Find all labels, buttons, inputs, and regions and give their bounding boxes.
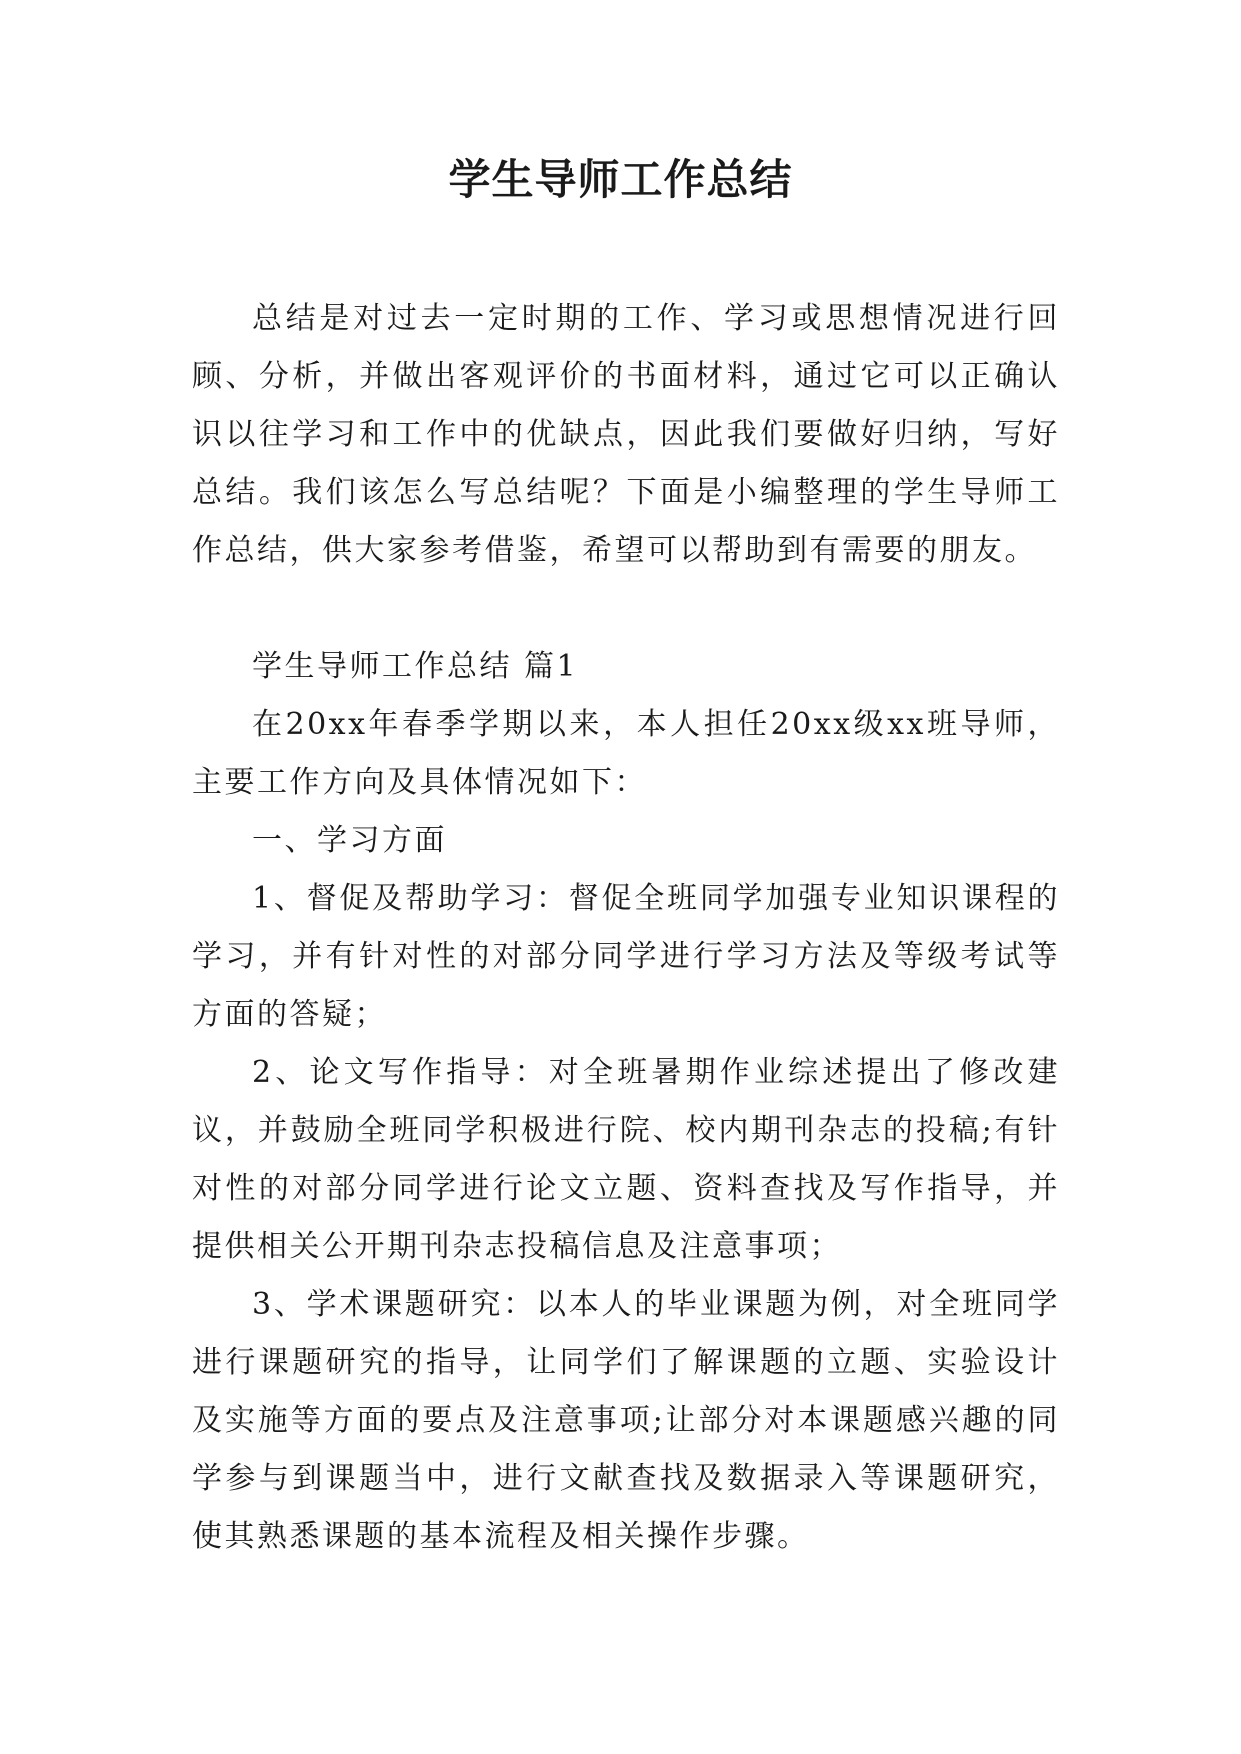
section-heading: 学生导师工作总结 篇1	[252, 649, 579, 684]
paragraph-opening: 在20xx年春季学期以来，本人担任20xx级xx班导师，主要工作方向及具体情况如下：	[192, 707, 1060, 800]
content-section	[192, 638, 1060, 1566]
paragraph-item-1: 1、督促及帮助学习：督促全班同学加强专业知识课程的学习，并有针对性的对部分同学进行学习方法及等级考试等方面的答疑；	[192, 881, 1060, 1032]
paragraph-item-2: 2、论文写作指导：对全班暑期作业综述提出了修改建议，并鼓励全班同学积极进行院、校内期刊杂志的投稿;有针对性的对部分同学进行论文立题、资料查找及写作指导，并提供相关公开期刊杂志投稿信息及注意事项；	[192, 1055, 1060, 1264]
intro-paragraph: 总结是对过去一定时期的工作、学习或思想情况进行回顾、分析，并做出客观评价的书面材料，通过它可以正确认识以往学习和工作中的优缺点，因此我们要做好归纳，写好总结。我们该怎么写总结呢？下面是小编整理的学生导师工作总结，供大家参考借鉴，希望可以帮助到有需要的朋友。	[192, 301, 1060, 568]
paragraph-study-heading: 一、学习方面	[252, 823, 447, 858]
paragraph-item-3: 3、学术课题研究：以本人的毕业课题为例，对全班同学进行课题研究的指导，让同学们了解课题的立题、实验设计及实施等方面的要点及注意事项;让部分对本课题感兴趣的同学参与到课题当中，进行文献查找及数据录入等课题研究，使其熟悉课题的基本流程及相关操作步骤。	[192, 1287, 1060, 1554]
intro-section	[192, 290, 1060, 580]
page-title: 学生导师工作总结	[448, 155, 793, 204]
